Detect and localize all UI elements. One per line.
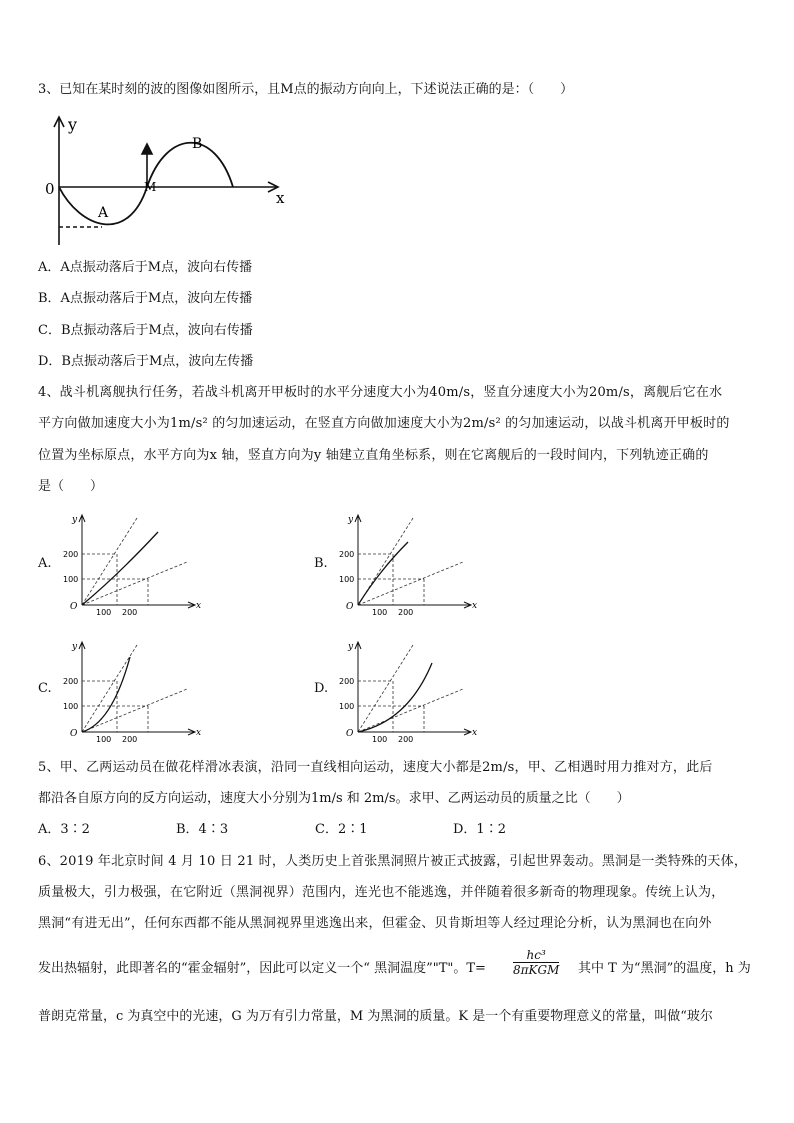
q4-graph-a-y100: 100 xyxy=(63,575,79,584)
q3-label-A: A xyxy=(98,205,109,221)
q4-graph-c-y100: 100 xyxy=(63,702,79,711)
q5-option-c: C．2∶1 xyxy=(315,822,368,837)
q4-graph-b-trajectory xyxy=(358,542,408,605)
q4-graph-b[interactable] xyxy=(338,510,478,620)
q6-formula-fraction xyxy=(513,948,559,977)
q4-graph-c-origin: O xyxy=(70,729,78,739)
q3-label-M: M xyxy=(144,180,157,194)
q4-graph-a-x100: 100 xyxy=(96,608,112,617)
q3-stem: 3、已知在某时刻的波的图像如图所示，且M点的振动方向向上，下述说法正确的是：（ ） xyxy=(38,82,574,97)
q4-graph-a-y: y xyxy=(72,515,78,525)
q4-graph-c-x: x xyxy=(196,728,202,738)
q4-graph-a[interactable] xyxy=(62,510,202,620)
q5-stem-line1: 5、甲、乙两运动员在做花样滑冰表演，沿同一直线相向运动，速度大小都是2m/s，甲、乙相遇时用力推对方，此后 xyxy=(38,760,713,775)
q4-graph-a-x: x xyxy=(196,601,202,611)
q3-label-y: y xyxy=(68,115,78,134)
q6-line3: 黑洞“有进无出”，任何东西都不能从黑洞视界里逃逸出来，但霍金、贝肯斯坦等人经过理论分析，认为黑洞也在向外 xyxy=(38,916,712,931)
q4-option-a-label: A. xyxy=(38,556,52,571)
q4-stem-line1: 4、战斗机离舰执行任务，若战斗机离开甲板时的水平分速度大小为40m/s，竖直分速度大小为20m/s，离舰后它在水 xyxy=(38,385,723,400)
q4-stem-line3: 位置为坐标原点，水平方向为x 轴，竖直方向为y 轴建立直角坐标系，则在它离舰后的一段时间内，下列轨迹正确的 xyxy=(38,448,709,463)
q4-stem-line2: 平方向做加速度大小为1m/s² 的匀加速运动，在竖直方向做加速度大小为2m/s² 的匀加速运动，以战斗机离开甲板时的 xyxy=(38,416,730,431)
q4-graph-b-y200: 200 xyxy=(339,550,355,559)
q4-option-b-label: B. xyxy=(314,556,328,571)
q6-formula-line-right: 其中 T 为“黑洞”的温度，h 为 xyxy=(578,961,751,976)
q4-graph-a-y200: 200 xyxy=(63,550,79,559)
q4-graph-d-x: x xyxy=(472,728,478,738)
q3-option-b: B．A点振动落后于M点，波向左传播 xyxy=(38,291,253,306)
q4-graph-b-x200: 200 xyxy=(398,608,414,617)
q3-label-origin: 0 xyxy=(45,180,55,198)
q3-wave-figure xyxy=(40,110,300,255)
q4-graph-c-x200: 200 xyxy=(122,735,138,744)
q4-graph-a-x200: 200 xyxy=(122,608,138,617)
q3-option-c: C．B点振动落后于M点，波向右传播 xyxy=(38,323,253,338)
q3-option-a: A．A点振动落后于M点，波向右传播 xyxy=(38,260,253,275)
q3-label-B: B xyxy=(192,136,203,152)
q4-graph-c-y: y xyxy=(72,642,78,652)
q3-label-x: x xyxy=(276,189,285,207)
q4-graph-a-origin: O xyxy=(70,602,78,612)
q4-graph-d-trajectory xyxy=(358,663,432,732)
q4-graph-d-y100: 100 xyxy=(339,702,355,711)
q4-graph-b-origin: O xyxy=(346,602,354,612)
q6-formula-numerator: hc³ xyxy=(513,948,559,963)
q4-graph-d-origin: O xyxy=(346,729,354,739)
q4-graph-c[interactable] xyxy=(62,637,202,747)
q6-formula-denominator: 8πKGM xyxy=(513,963,560,977)
q3-option-d: D．B点振动落后于M点，波向左传播 xyxy=(38,354,254,369)
q4-graph-d-x200: 200 xyxy=(398,735,414,744)
q6-formula-line-left: 发出热辐射，此即著名的“霍金辐射”，因此可以定义一个“ 黑洞温度”"T"。T= xyxy=(38,961,486,976)
q4-graph-c-trajectory xyxy=(82,657,130,732)
q4-graph-b-y: y xyxy=(348,515,354,525)
q4-graph-c-x100: 100 xyxy=(96,735,112,744)
q4-graph-b-x: x xyxy=(472,601,478,611)
q4-graph-d-y: y xyxy=(348,642,354,652)
q5-stem-line2: 都沿各自原方向的反方向运动，速度大小分别为1m/s 和 2m/s。求甲、乙两运动员的质量之比（ ） xyxy=(38,791,630,806)
q4-graph-d-x100: 100 xyxy=(372,735,388,744)
q5-option-a: A．3∶2 xyxy=(38,822,90,837)
q6-last-line: 普朗克常量，c 为真空中的光速，G 为万有引力常量，M 为黑洞的质量。K 是一个有重要物理意义的常量，叫做“玻尔 xyxy=(38,1009,713,1024)
q3-m-arrowhead xyxy=(142,144,152,154)
q4-graph-d[interactable] xyxy=(338,637,478,747)
q4-graph-b-x100: 100 xyxy=(372,608,388,617)
q4-option-d-label: D. xyxy=(314,681,329,696)
q4-graph-c-y200: 200 xyxy=(63,677,79,686)
q4-graph-a-trajectory xyxy=(82,532,158,605)
q6-line2: 质量极大，引力极强，在它附近（黑洞视界）范围内，连光也不能逃逸，并伴随着很多新奇的物理现象。传统上认为， xyxy=(38,885,725,900)
q4-stem-line4: 是（ ） xyxy=(38,479,104,494)
q5-option-d: D．1∶2 xyxy=(453,822,506,837)
q5-option-b: B．4∶3 xyxy=(176,822,229,837)
q4-graph-d-y200: 200 xyxy=(339,677,355,686)
q6-line1: 6、2019 年北京时间 4 月 10 日 21 时，人类历史上首张黑洞照片被正式披露，引起世界轰动。黑洞是一类特殊的天体， xyxy=(38,854,748,869)
q4-option-c-label: C. xyxy=(38,681,52,696)
q4-graph-b-y100: 100 xyxy=(339,575,355,584)
